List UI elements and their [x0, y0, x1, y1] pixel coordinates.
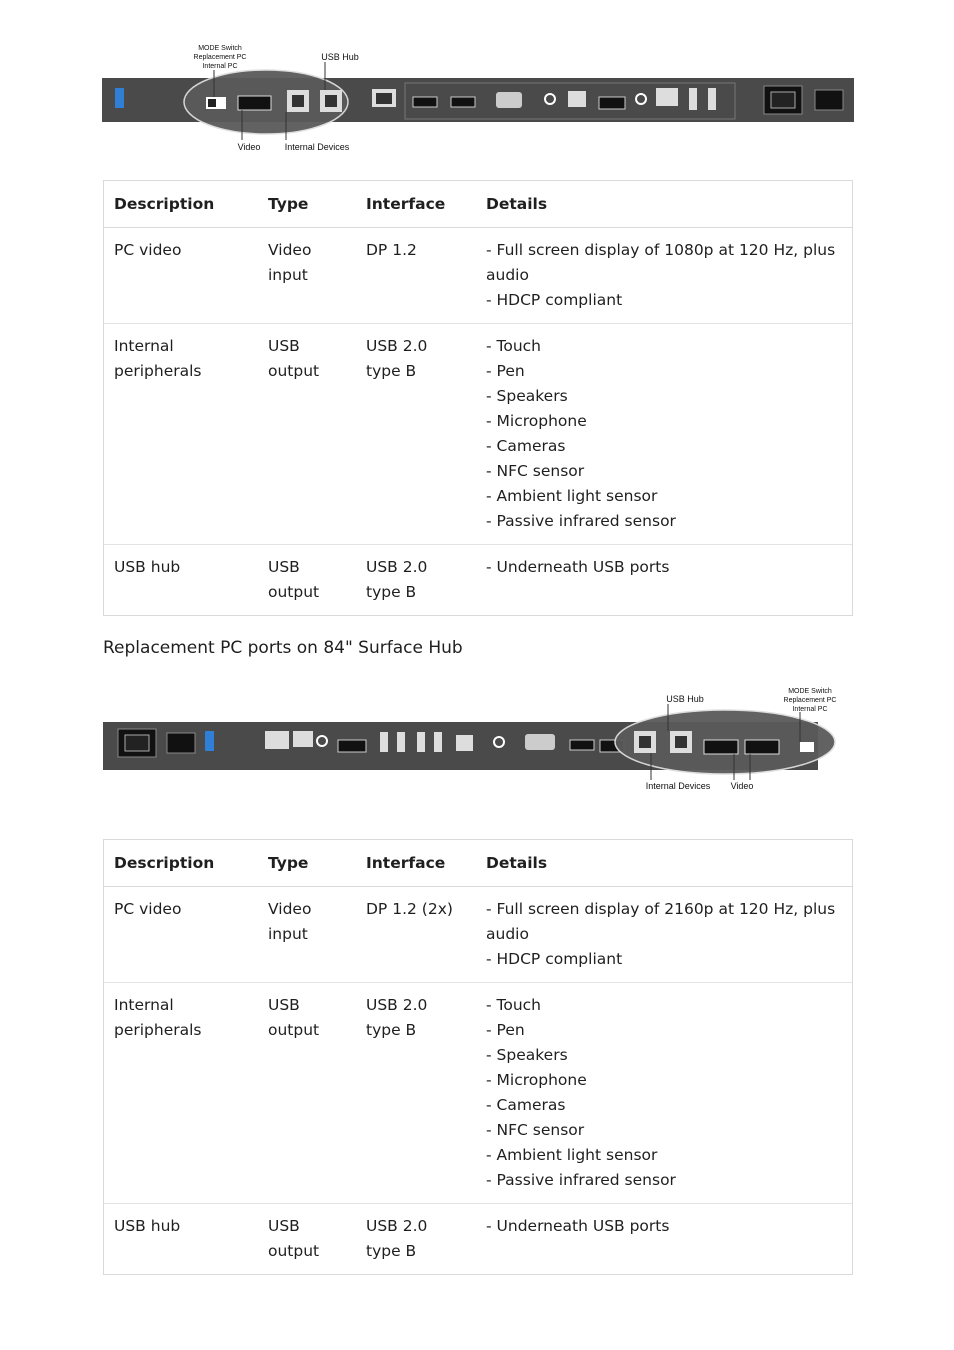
table-row [104, 983, 852, 1204]
internal-devices-label: Internal Devices [645, 781, 711, 791]
table-row [104, 228, 852, 324]
displayport-icon [238, 96, 271, 110]
cell-details [476, 228, 852, 324]
ports-table-84 [103, 839, 853, 1275]
cell-interface: USB 2.0 type B [356, 324, 476, 545]
col-header-interface: Interface [356, 181, 476, 228]
vga-port-icon [525, 734, 555, 750]
internal-devices-label: Internal Devices [284, 142, 350, 152]
cell-interface: DP 1.2 [356, 228, 476, 324]
detail-line: - Microphone [486, 412, 587, 430]
cell-type: USB output [268, 558, 320, 601]
cell-description: Internal peripherals [104, 324, 258, 545]
detail-line: - Pen [486, 1021, 525, 1039]
detail-line: - Cameras [486, 437, 566, 455]
cell-details [476, 983, 852, 1204]
detail-line: - Speakers [486, 387, 568, 405]
detail-line: - Ambient light sensor [486, 1146, 658, 1164]
usb-b-port-icon [456, 735, 473, 751]
cell-interface: USB 2.0 type B [356, 983, 476, 1204]
detail-line: - Cameras [486, 1096, 566, 1114]
ports-table-55 [103, 180, 853, 616]
detail-line: - Passive infrared sensor [486, 512, 676, 530]
cell-details [476, 545, 852, 616]
usb-a-port-icon [380, 732, 388, 752]
usb-a-port-icon [397, 732, 405, 752]
cell-type: Video input [258, 228, 356, 324]
hdmi-port-icon [413, 97, 437, 107]
section-caption: Replacement PC ports on 84" Surface Hub [103, 638, 463, 658]
col-header-description: Description [104, 840, 258, 887]
cell-interface: DP 1.2 (2x) [356, 887, 476, 983]
table-row [104, 324, 852, 545]
cell-description: PC video [104, 228, 258, 324]
cell-description: USB hub [114, 1217, 181, 1235]
table-row [104, 545, 852, 616]
col-header-details: Details [476, 181, 852, 228]
cell-description: Internal peripherals [104, 983, 258, 1204]
cell-details [476, 324, 852, 545]
col-header-type: Type [258, 181, 356, 228]
internal-pc-label: Internal PC [792, 706, 828, 713]
usb-3-port-icon [115, 88, 124, 108]
detail-line: - Touch [486, 337, 542, 355]
detail-line: - Pen [486, 362, 525, 380]
table-row [104, 887, 852, 983]
detail-line: - Full screen display of 2160p at 120 Hz, plus audio [486, 900, 836, 943]
cell-type: USB output [258, 983, 356, 1204]
vga-port-icon [496, 92, 522, 108]
detail-line: - Full screen display of 1080p at 120 Hz, plus audio [486, 241, 836, 284]
cell-type: USB output [258, 324, 356, 545]
col-header-type: Type [258, 840, 356, 887]
table-header-row [104, 840, 852, 887]
detail-line: - Underneath USB ports [486, 1217, 670, 1235]
displayport-icon [338, 740, 366, 752]
detail-line: - Touch [486, 996, 542, 1014]
mode-switch-label: MODE Switch [198, 45, 242, 52]
usb-hub-label: USB Hub [666, 694, 704, 704]
cell-type: Video input [258, 887, 356, 983]
cell-details [476, 887, 852, 983]
detail-line: - Microphone [486, 1071, 587, 1089]
table-row [104, 1204, 852, 1275]
internal-pc-label: Internal PC [202, 63, 238, 70]
cell-type: USB output [268, 1217, 320, 1260]
usb-a-port-icon [434, 732, 442, 752]
power-switch-icon [167, 733, 195, 753]
power-switch-icon [815, 90, 843, 110]
usb-b-port-icon [568, 91, 586, 107]
hdmi-port-icon [451, 97, 475, 107]
mode-switch-label: MODE Switch [788, 688, 832, 695]
table-header-row [104, 181, 852, 228]
cell-interface: USB 2.0 type B [366, 558, 428, 601]
video-label: Video [237, 142, 261, 152]
usb-hub-label: USB Hub [321, 52, 359, 62]
detail-line: - Passive infrared sensor [486, 1171, 676, 1189]
hdmi-port-icon [570, 740, 594, 750]
col-header-interface: Interface [356, 840, 476, 887]
port-diagram-84 [0, 680, 954, 800]
displayport-icon [704, 740, 738, 754]
usb-3-port-icon [205, 731, 214, 751]
port-diagram-55 [0, 0, 954, 160]
usb-a-port-icon [417, 732, 425, 752]
detail-line: - Speakers [486, 1046, 568, 1064]
replacement-pc-label: Replacement PC [783, 697, 837, 704]
cell-description: USB hub [114, 558, 181, 576]
cell-details [476, 1204, 852, 1275]
ethernet-port-icon [656, 88, 678, 106]
col-header-details: Details [476, 840, 852, 887]
replacement-pc-label: Replacement PC [193, 54, 247, 61]
usb-a-port-icon [689, 88, 697, 110]
ethernet-port-icon [265, 731, 289, 749]
detail-line: - NFC sensor [486, 1121, 585, 1139]
detail-line: - NFC sensor [486, 462, 585, 480]
cell-interface: USB 2.0 type B [366, 1217, 428, 1260]
detail-line: - Ambient light sensor [486, 487, 658, 505]
ethernet-port-icon [293, 731, 313, 747]
mode-switch-icon [800, 742, 814, 752]
video-label: Video [730, 781, 754, 791]
displayport-icon [745, 740, 779, 754]
detail-line: - Underneath USB ports [486, 558, 670, 576]
usb-a-port-icon [708, 88, 716, 110]
col-header-description: Description [104, 181, 258, 228]
detail-line: - HDCP compliant [486, 950, 623, 968]
detail-line: - HDCP compliant [486, 291, 623, 309]
displayport-icon [599, 97, 625, 109]
cell-description: PC video [104, 887, 258, 983]
